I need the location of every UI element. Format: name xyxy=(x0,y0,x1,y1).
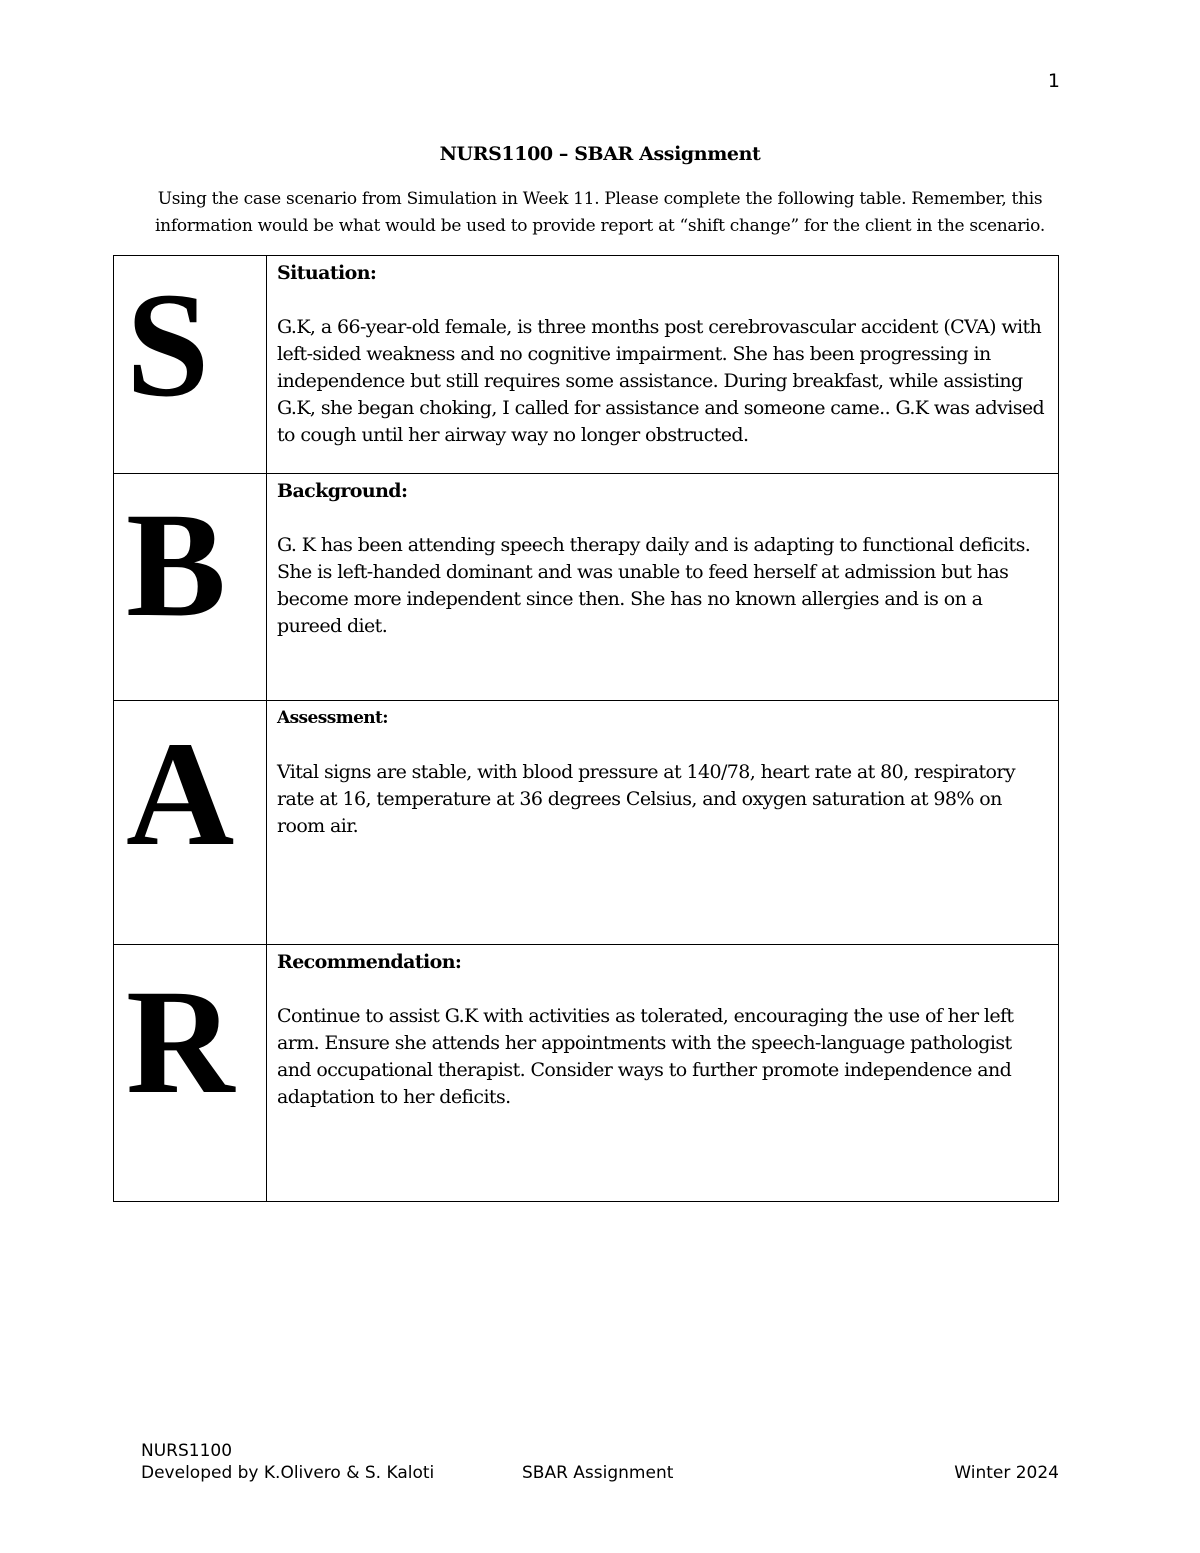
sbar-letter-a: A xyxy=(126,711,235,877)
recommendation-text: Continue to assist G.K with activities as tolerated, encouraging the use of her left arm. Ensure she attends her appointments with the speech-language pathologist and occupational therapist. Consider ways to further promote independence and adaptation to her deficits. xyxy=(277,1005,1014,1108)
assessment-cell xyxy=(267,701,1059,945)
background-label: Background: xyxy=(277,480,408,502)
page-footer xyxy=(141,1440,1059,1484)
sbar-row-assessment xyxy=(114,701,1059,945)
page-title: NURS1100 – SBAR Assignment xyxy=(439,143,761,165)
sbar-letter-s: S xyxy=(126,262,210,428)
footer-developed-by: Developed by K.Olivero & S. Kaloti xyxy=(141,1463,435,1483)
footer-assignment: SBAR Assignment xyxy=(522,1463,674,1483)
situation-text: G.K, a 66-year-old female, is three months post cerebrovascular accident (CVA) with left-sided weakness and no cognitive impairment. She has been progressing in independence but still requires some assistance. During breakfast, while assisting G.K, she began choking, I called for assistance and someone came.. G.K was advised to cough until her airway way no longer obstructed. xyxy=(277,316,1045,446)
sbar-letter-b: B xyxy=(126,482,227,648)
footer-term: Winter 2024 xyxy=(954,1463,1059,1483)
letter-cell xyxy=(114,256,267,474)
assessment-label: Assessment: xyxy=(277,708,388,728)
letter-cell xyxy=(114,945,267,1202)
assessment-text: Vital signs are stable, with blood pressure at 140/78, heart rate at 80, respiratory rate at 16, temperature at 36 degrees Celsius, and oxygen saturation at 98% on room air. xyxy=(277,761,1015,837)
instructions-text: Using the case scenario from Simulation in Week 11. Please complete the following table. Remember, this information would be what would be used to provide report at “shift change” for the client in the scenario. xyxy=(155,189,1045,236)
sbar-row-recommendation xyxy=(114,945,1059,1202)
situation-cell xyxy=(267,256,1059,474)
footer-line xyxy=(141,1462,1059,1484)
sbar-row-situation xyxy=(114,256,1059,474)
letter-cell xyxy=(114,474,267,701)
sbar-letter-r: R xyxy=(126,959,235,1125)
page-number: 1 xyxy=(1047,70,1060,92)
letter-cell xyxy=(114,701,267,945)
recommendation-label: Recommendation: xyxy=(277,951,462,973)
sbar-row-background xyxy=(114,474,1059,701)
situation-label: Situation: xyxy=(277,262,377,284)
background-text: G. K has been attending speech therapy daily and is adapting to functional deficits. She is left-handed dominant and was unable to feed herself at admission but has become more independent since then. She has no known allergies and is on a pureed diet. xyxy=(277,534,1031,637)
background-cell xyxy=(267,474,1059,701)
sbar-table xyxy=(113,255,1059,1202)
recommendation-cell xyxy=(267,945,1059,1202)
footer-course: NURS1100 xyxy=(141,1441,233,1461)
